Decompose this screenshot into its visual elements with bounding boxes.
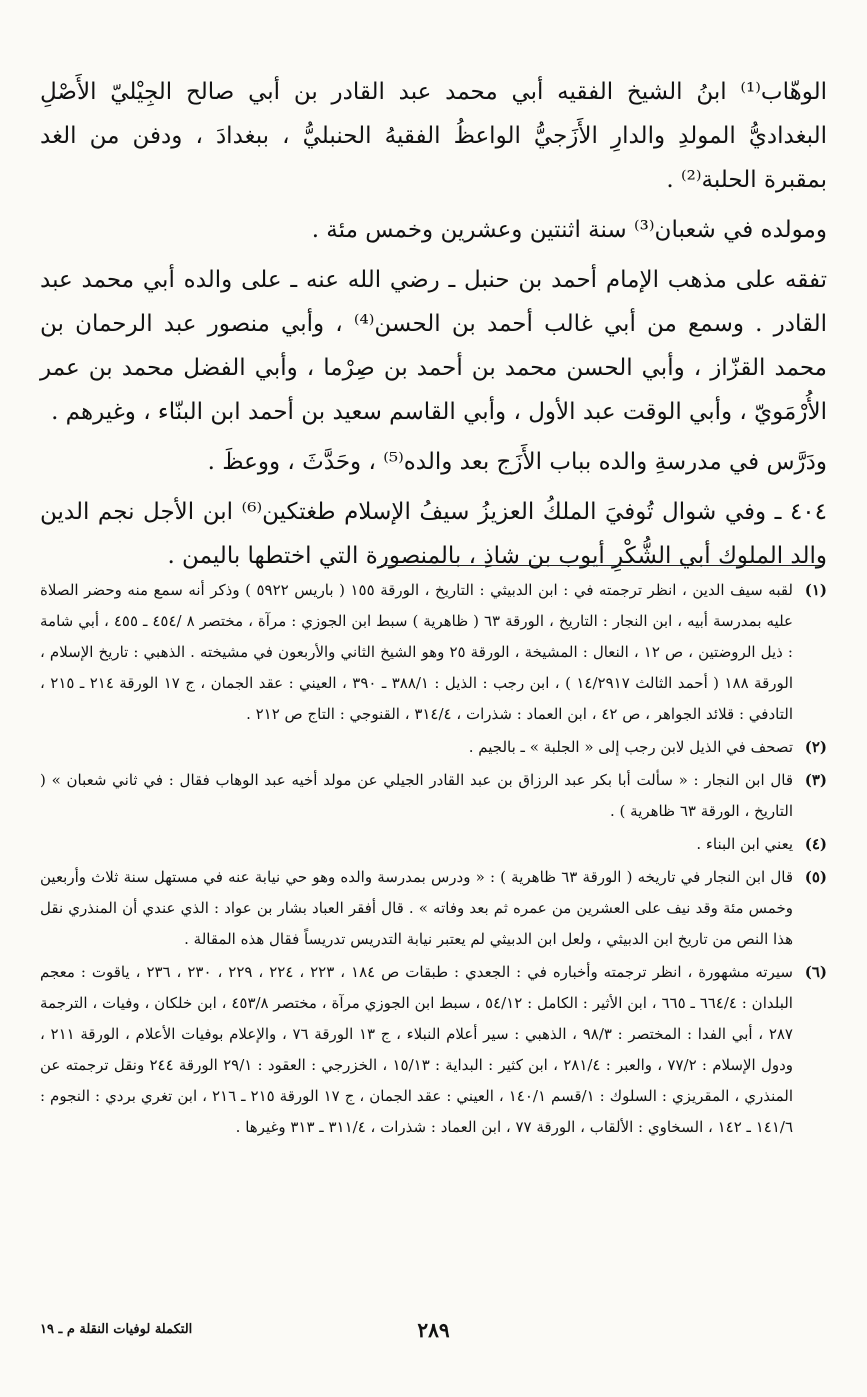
page-footer (40, 1318, 827, 1352)
paragraph: تفقه على مذهب الإمام أحمد بن حنبل ـ رضي الله عنه ـ على والده أبي محمد عبد القادر . وسمع من أبي غالب أحمد بن الحسن⁽⁴⁾ ، وأبي منصور عبد الرحمان بن محمد القزّاز ، وأبي الحسن محمد بن أحمد بن صِرْما ، وأبي الفضل محمد بن عمر الأُرْمَويّ ، وأبي الوقت عبد الأول ، وأبي القاسم سعيد بن أحمد ابن البنّاء ، وغيرهم . (40, 267, 827, 425)
footnotes (40, 575, 827, 1145)
paragraph: ودَرَّس في مدرسةِ والده بباب الأَزَج بعد والده⁽⁵⁾ ، وحَدَّثَ ، ووعظَ . (207, 449, 827, 475)
paragraph: ومولده في شعبان⁽³⁾ سنة اثنتين وعشرين وخمس مئة . (311, 217, 827, 243)
footnote-number: (٤) (804, 835, 827, 853)
footnote-number: (٣) (804, 771, 827, 789)
footnote-text: يعني ابن البناء . (696, 835, 793, 853)
footnote-number: (٢) (804, 738, 827, 756)
footnote (40, 957, 827, 1143)
footnote-divider (381, 565, 821, 566)
footnote (40, 575, 827, 730)
footnote-text: قال ابن النجار : « سألت أبا بكر عبد الرزاق بن عبد القادر الجيلي عن مولد أخيه عبد الوهاب فقال : في ثاني شعبان » ( التاريخ ، الورقة ٦٣ ظاهرية ) . (40, 771, 793, 820)
footnote (40, 732, 827, 763)
footnote (40, 829, 827, 860)
paragraph: الوهّاب⁽¹⁾ ابنُ الشيخ الفقيه أبي محمد عبد القادر بن أبي صالح الجِيْليّ الأَصْلِ البغداديُّ المولدِ والدارِ الأَزَجيُّ الواعظُ الفقيهُ الحنبليُّ ، ببغدادَ ، ودفن من الغد بمقبرة الحلبة⁽²⁾ . (40, 79, 827, 193)
footnote-number: (١) (804, 581, 827, 599)
paragraph: ٤٠٤ ـ وفي شوال تُوفيَ الملكُ العزيزُ سيفُ الإسلام طغتكين⁽⁶⁾ ابن الأجل نجم الدين والد الملوك أبي الشُّكْرِ أيوب بن شاذِ ، بالمنصورة التي اختطها باليمن . (40, 499, 827, 569)
footnote (40, 862, 827, 955)
footnote-number: (٥) (804, 868, 827, 886)
footnote-text: سيرته مشهورة ، انظر ترجمته وأخباره في : الجعدي : طبقات ص ١٨٤ ، ٢٢٣ ، ٢٢٤ ، ٢٢٩ ، ٢٣٠ ، ٢٣٦ ، ياقوت : معجم البلدان : ٦٦٤/٤ ـ ٦٦٥ ، ابن الأثير : الكامل : ٥٤/١٢ ، سبط ابن الجوزي مرآة ، مختصر ٤٥٣/٨ ، ابن خلكان ، وفيات ، الترجمة ٢٨٧ ، أبي الفدا : المختصر : ٩٨/٣ ، الذهبي : سير أعلام النبلاء ، ج ١٣ الورقة ٧٦ ، والإعلام بوفيات الأعلام ، الورقة ٢١١ ، ودول الإسلام : ٧٧/٢ ، والعبر : ٢٨١/٤ ، ابن كثير : البداية : ١٥/١٣ ، الخزرجي : العقود : ٢٩/١ الورقة ٢٤٤ ونقل ترجمته عن المنذري ، المقريزي : السلوك : ١/قسم ١٤٠/١ ، العيني : عقد الجمان ، ج ١٧ الورقة ٢١٥ ـ ٢١٦ ، ابن تغري بردي : النجوم : ١٤١/٦ ـ ١٤٢ ، السخاوي : الألقاب ، الورقة ٧٧ ، ابن العماد : شذرات ، ٣١١/٤ ـ ٣١٣ وغيرها . (40, 963, 794, 1136)
page-number: ٢٨٩ (417, 1318, 450, 1342)
footnote-number: (٦) (804, 963, 827, 981)
footnote-text: تصحف في الذيل لابن رجب إلى « الجلبة » ـ بالجيم . (468, 738, 793, 756)
printer-signature: التكملة لوفيات النقلة م ـ ١٩ (40, 1322, 193, 1337)
footnote-text: لقبه سيف الدين ، انظر ترجمته في : ابن الدبيثي : التاريخ ، الورقة ١٥٥ ( باريس ٥٩٢٢ ) وذكر أنه سمع منه وحضر الصلاة عليه بمدرسة أبيه ، ابن النجار : التاريخ ، الورقة ٦٣ ( ظاهرية ) سبط ابن الجوزي : مرآة ، مختصر ٨ /٤٥٤ ـ ٤٥٥ ، أبي شامة : ذيل الروضتين ، ص ١٢ ، النعال : المشيخة ، الورقة ٢٥ وهو الشيخ الثاني والأربعون في مشيخته . الذهبي : تاريخ الإسلام ، الورقة ١٨٨ ( أحمد الثالث ١٤/٢٩١٧ ) ، ابن رجب : الذيل : ٣٨٨/١ ـ ٣٩٠ ، العيني : عقد الجمان ، ج ١٧ الورقة ٢١٤ ـ ٢١٥ ، التادفي : قلائد الجواهر ، ص ٤٢ ، ابن العماد : شذرات ، ٣١٤/٤ ، القنوجي : التاج ص ٢١٢ . (40, 581, 794, 723)
footnote (40, 765, 827, 827)
footnote-text: قال ابن النجار في تاريخه ( الورقة ٦٣ ظاهرية ) : « ودرس بمدرسة والده وهو حي نيابة عنه في مستهل سنة ثلاث وأربعين وخمس مئة وقد نيف على العشرين من عمره ثم بعد وفاته » . قال أفقر العباد بشار بن عواد : الذي عندي أن المنذري نقل هذا النص من تاريخ ابن الدبيثي ، ولعل ابن الدبيثي لم يعتبر نيابة التدريس تدريساً فقال هذه المقالة . (40, 868, 793, 948)
main-text (40, 70, 827, 584)
